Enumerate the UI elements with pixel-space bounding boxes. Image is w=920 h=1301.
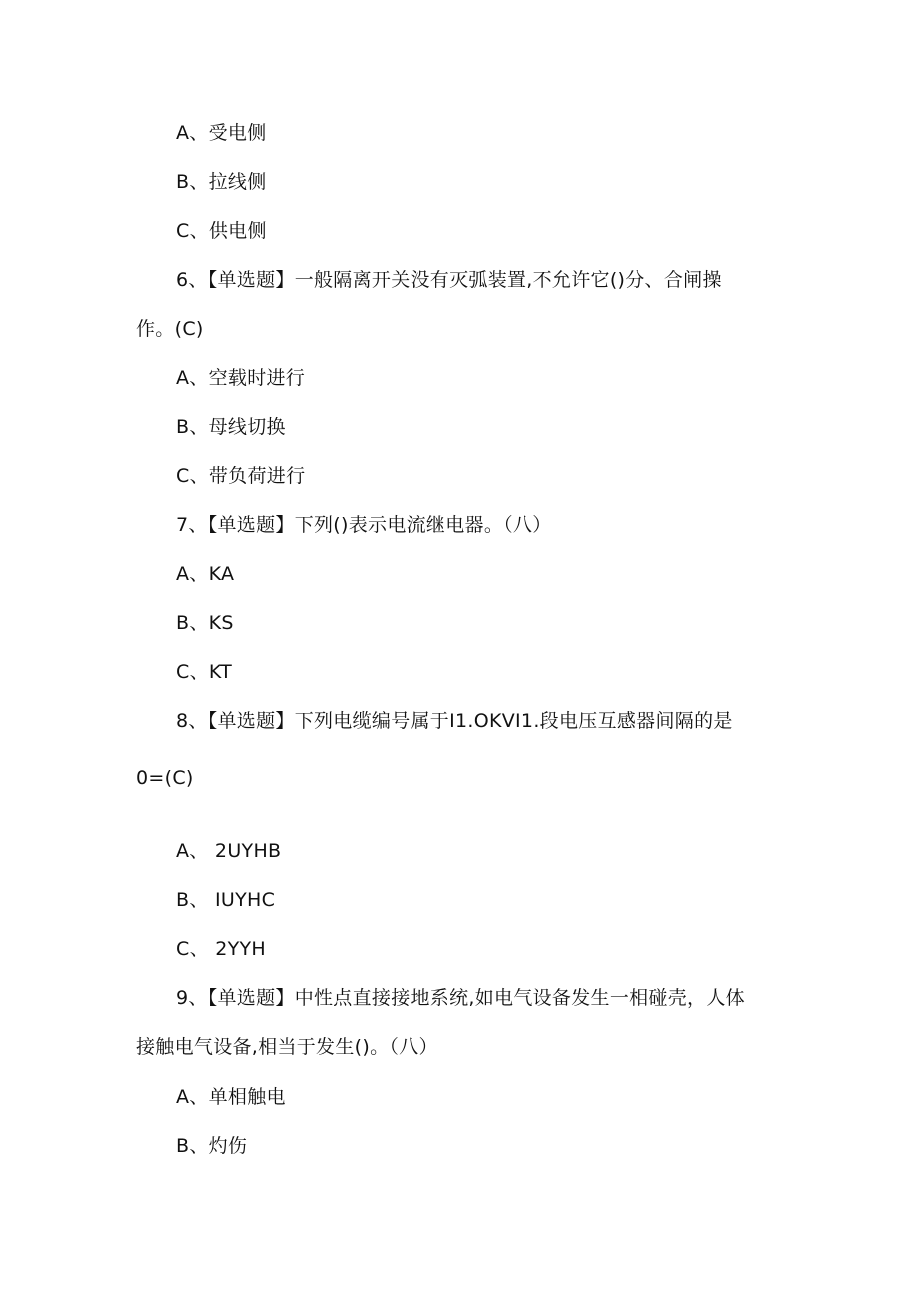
question-continuation-line: 接触电气设备,相当于发生()。（八） [136,1036,438,1058]
option-line: B、母线切换 [176,416,286,438]
option-line: B、灼伤 [176,1135,248,1157]
question-line: 6、【单选题】一般隔离开关没有灭弧装置,不允许它()分、合闸操 [176,269,722,291]
option-line: B、KS [176,612,234,634]
option-line: A、KA [176,563,235,585]
question-continuation-line: 作。(C) [136,318,204,340]
option-line: B、 IUYHC [176,889,276,911]
option-line: B、拉线侧 [176,171,267,193]
option-line: C、供电侧 [176,220,267,242]
option-line: C、带负荷进行 [176,465,306,487]
option-line: A、空载时进行 [176,367,306,389]
question-continuation-line: 0=(C) [136,767,194,789]
option-line: C、KT [176,661,233,683]
option-line: A、单相触电 [176,1086,286,1108]
option-line: A、受电侧 [176,122,267,144]
question-line: 9、【单选题】中性点直接接地系统,如电气设备发生一相碰壳，人体 [176,987,745,1009]
question-line: 8、【单选题】下列电缆编号属于I1.OKVI1.段电压互感器间隔的是 [176,710,733,732]
option-line: C、 2YYH [176,938,266,960]
question-line: 7、【单选题】下列()表示电流继电器。（八） [176,514,552,536]
option-line: A、 2UYHB [176,840,282,862]
